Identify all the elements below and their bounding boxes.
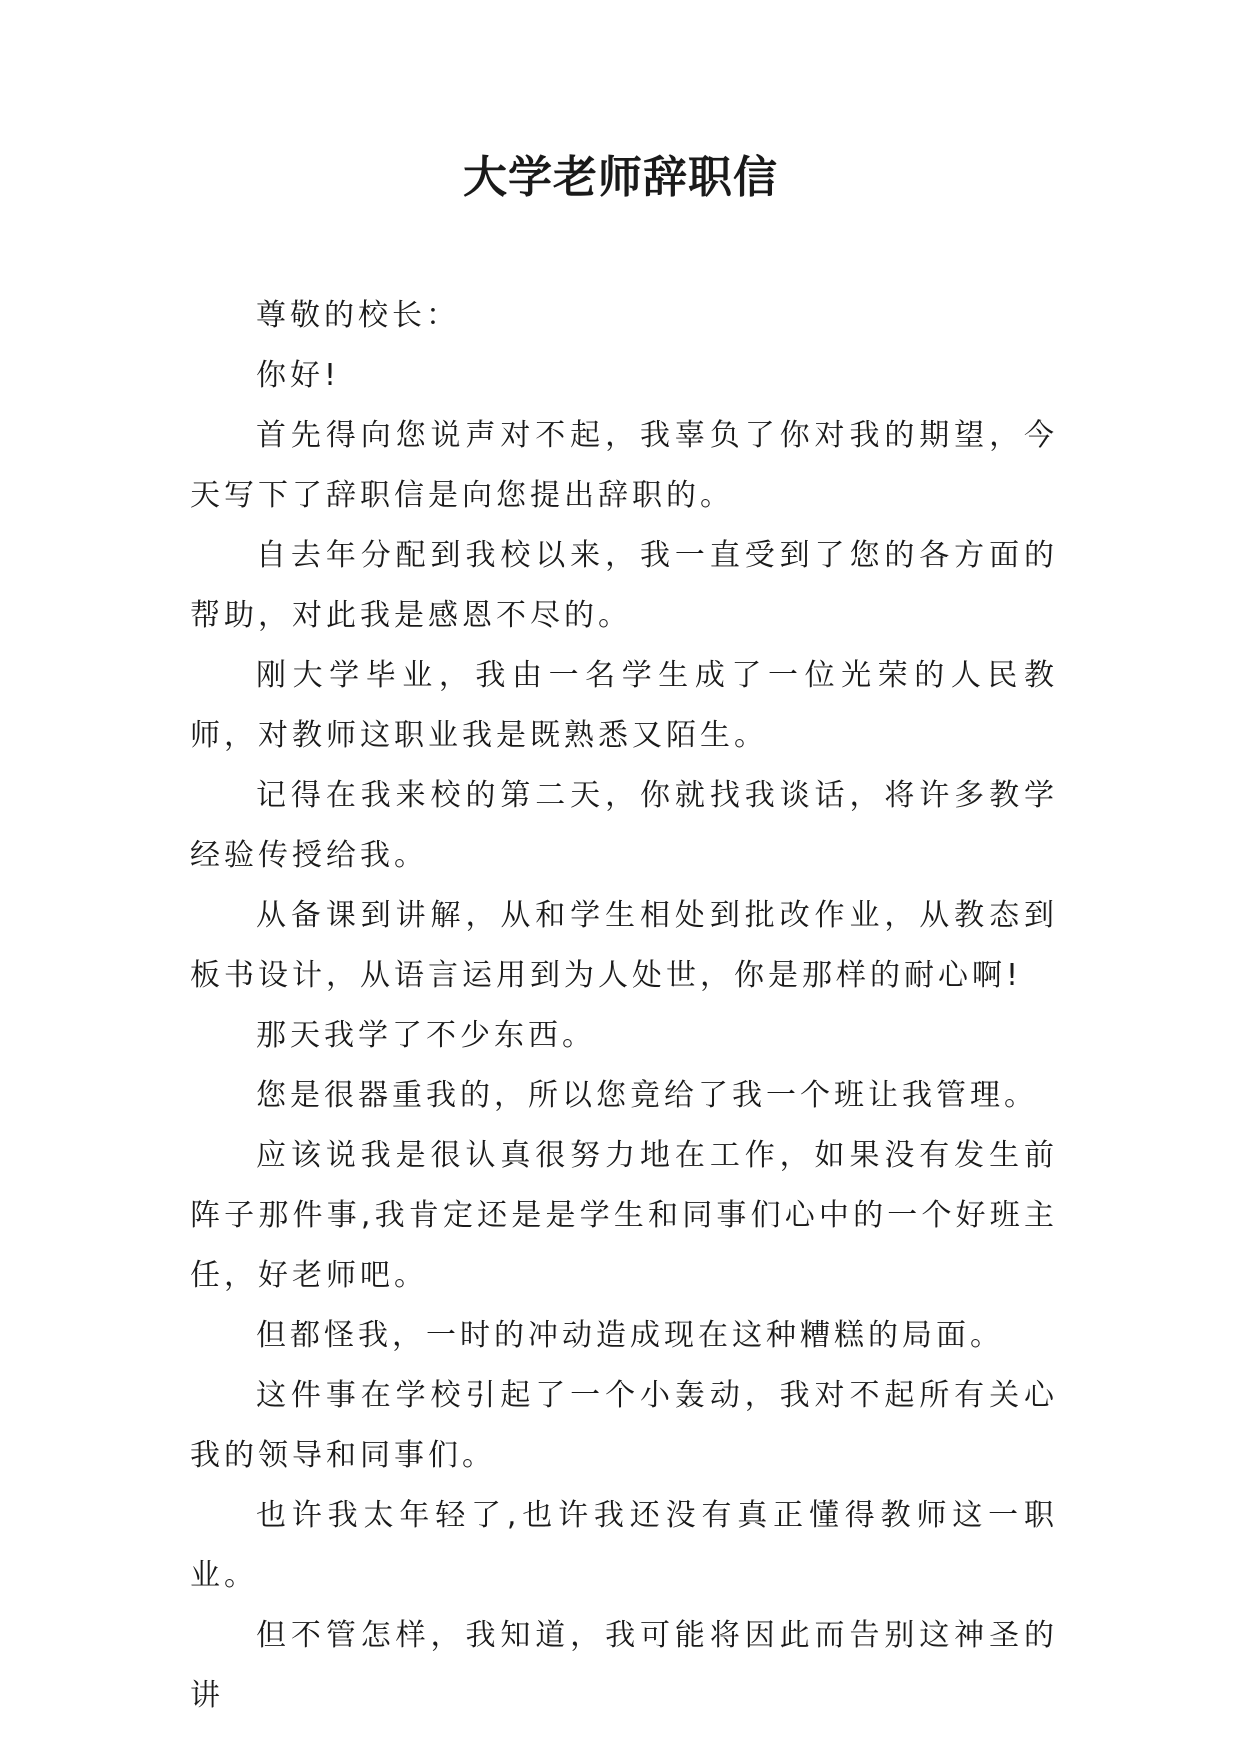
- body-paragraph: 您是很器重我的，所以您竟给了我一个班让我管理。: [256, 1078, 1038, 1113]
- body-paragraph: 从备课到讲解，从和学生相处到批改作业，从教态到板书设计，从语言运用到为人处世，你是那样的耐心啊!: [190, 898, 1058, 993]
- body-paragraph: 这件事在学校引起了一个小轰动，我对不起所有关心我的领导和同事们。: [190, 1378, 1058, 1473]
- body-paragraph: 自去年分配到我校以来，我一直受到了您的各方面的帮助，对此我是感恩不尽的。: [190, 538, 1058, 633]
- body-paragraph: 但都怪我，一时的冲动造成现在这种糟糕的局面。: [256, 1318, 1004, 1353]
- body-paragraph: 记得在我来校的第二天，你就找我谈话，将许多教学经验传授给我。: [190, 778, 1058, 873]
- body-paragraph: 也许我太年轻了,也许我还没有真正懂得教师这一职业。: [190, 1498, 1058, 1593]
- letter-body: [190, 286, 1058, 1726]
- body-paragraph: 首先得向您说声对不起，我辜负了你对我的期望，今天写下了辞职信是向您提出辞职的。: [190, 418, 1058, 513]
- body-paragraph: 应该说我是很认真很努力地在工作，如果没有发生前阵子那件事,我肯定还是是学生和同事们心中的一个好班主任，好老师吧。: [190, 1138, 1058, 1293]
- body-paragraph: 但不管怎样，我知道，我可能将因此而告别这神圣的讲: [190, 1618, 1058, 1713]
- body-paragraph: 刚大学毕业，我由一名学生成了一位光荣的人民教师，对教师这职业我是既熟悉又陌生。: [190, 658, 1058, 753]
- salutation: 尊敬的校长：: [256, 298, 460, 333]
- body-paragraph: 那天我学了不少东西。: [256, 1018, 596, 1053]
- document-title: 大学老师辞职信: [463, 152, 778, 203]
- greeting: 你好!: [256, 358, 341, 393]
